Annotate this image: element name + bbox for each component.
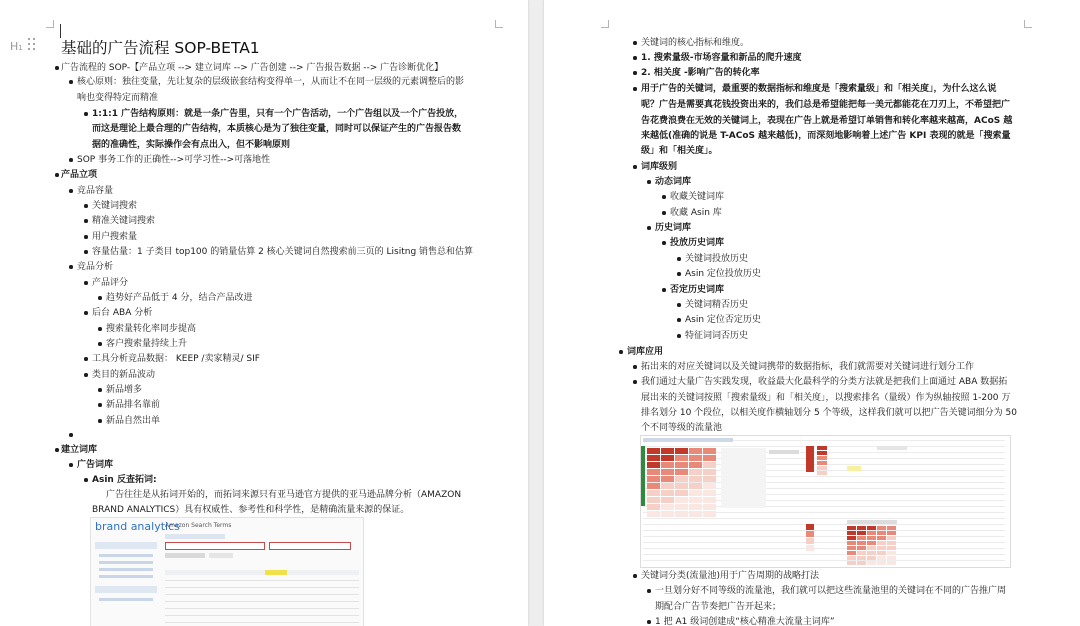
- heatmap-cell: [703, 497, 716, 503]
- heatmap-cell: [847, 551, 856, 555]
- left-text-line[interactable]: BRAND ANALYTICS）具有权威性、参考性和科学性，是精确流量来源的保证。: [92, 505, 410, 515]
- heatmap-highlight: [847, 466, 861, 471]
- heatmap-cell: [703, 469, 716, 475]
- right-text-line[interactable]: 排名划分 10 个段位，以相关度作横轴划分 5 个等级，这样我们就可以把广告关键词细分为 50: [641, 408, 1017, 418]
- heatmap-cell: [675, 483, 688, 489]
- heatmap-cell: [867, 551, 876, 555]
- heatmap-cell: [661, 504, 674, 510]
- heatmap-cell: [847, 541, 856, 545]
- amazon-search-terms-header: Amazon Search Terms: [165, 522, 232, 529]
- bullet-icon: [633, 165, 637, 169]
- heatmap-cell: [675, 462, 688, 468]
- right-text-line[interactable]: 1. 搜索量级-市场容量和新品的爬升速度: [641, 53, 802, 63]
- bullet-icon: [84, 478, 88, 482]
- right-text-line[interactable]: 期配合广告节奏把广告开起来；: [655, 602, 782, 612]
- heatmap-cell: [689, 455, 702, 461]
- heatmap-cell: [675, 448, 688, 454]
- left-text-line[interactable]: 类目的新品波动: [92, 370, 156, 380]
- right-text-line[interactable]: 收藏关键词库: [670, 192, 725, 202]
- heatmap-cell: [877, 526, 886, 530]
- right-text-line[interactable]: 级」和「相关度」。: [641, 146, 718, 156]
- heatmap-cell: [647, 497, 660, 503]
- heatmap-cell: [857, 556, 866, 560]
- heatmap-cell: [857, 531, 866, 535]
- heatmap-gridline: [643, 542, 1005, 543]
- heatmap-cell: [847, 526, 856, 530]
- heatmap-green-strip: [641, 446, 645, 506]
- right-text-line[interactable]: 一旦划分好不同等级的流量池，我们就可以把这些流量池里的关键词在不同的广告推广周: [655, 586, 1007, 596]
- left-text-line[interactable]: 精准关键词搜索: [92, 216, 156, 226]
- bullet-icon: [98, 388, 102, 392]
- heatmap-gridline: [643, 548, 1005, 549]
- heatmap-cell: [806, 538, 814, 544]
- heatmap-cell: [817, 451, 827, 455]
- left-text-line[interactable]: 用户搜索量: [92, 232, 138, 242]
- heatmap-cell: [661, 476, 674, 482]
- heatmap-cell: [847, 556, 856, 560]
- heatmap-cell: [703, 476, 716, 482]
- heatmap-cell: [647, 504, 660, 510]
- heatmap-gridline: [643, 530, 1005, 531]
- right-text-line[interactable]: 投放历史词库: [670, 238, 725, 248]
- drag-handle-icon[interactable]: [28, 38, 38, 52]
- bullet-icon: [84, 281, 88, 285]
- left-text-line[interactable]: 工具分析竞品数据： KEEP /卖家精灵/ SIF: [92, 354, 260, 364]
- heatmap-header: [643, 438, 733, 442]
- bullet-icon: [84, 219, 88, 223]
- bullet-icon: [633, 56, 637, 60]
- bullet-icon: [677, 257, 681, 261]
- bullet-icon: [647, 620, 651, 624]
- page-corner-mark: [46, 20, 54, 28]
- heatmap-cell: [647, 511, 660, 517]
- left-text-line[interactable]: 核心原则：独往变量，先让复杂的层级嵌套结构变得单一，从而让不在同一层级的元素调整后的影: [77, 77, 465, 87]
- heatmap-cell: [661, 483, 674, 489]
- right-text-line[interactable]: 特征词词否历史: [685, 331, 749, 341]
- left-text-line[interactable]: 广告往往是从拓词开始的，而拓词来源只有亚马逊官方提供的亚马逊品牌分析（AMAZON: [106, 490, 462, 500]
- bullet-icon: [69, 80, 73, 84]
- heatmap-cell: [661, 462, 674, 468]
- left-text-line[interactable]: 建立词库: [61, 445, 98, 455]
- page-corner-mark: [601, 20, 609, 28]
- left-text-line[interactable]: 1:1:1 广告结构原则：就是一条广告里，只有一个广告活动，一个广告组以及一个广告投放，: [92, 109, 464, 119]
- bullet-icon: [98, 327, 102, 331]
- right-text-line[interactable]: 来越低(准确的说是 T-ACoS 越来越低)，而深刻地影响着上述广告 KPI 表现的就是「搜索量: [641, 131, 1011, 141]
- heatmap-cell: [689, 511, 702, 517]
- heatmap-gridline: [643, 524, 1005, 525]
- heatmap-cell: [703, 448, 716, 454]
- heatmap-cell: [847, 561, 856, 565]
- heatmap-cell: [887, 561, 896, 565]
- bullet-icon: [84, 357, 88, 361]
- bullet-icon: [69, 433, 73, 437]
- heatmap-cell: [703, 483, 716, 489]
- heatmap-cell: [867, 556, 876, 560]
- bullet-icon: [98, 403, 102, 407]
- document-page-left: [0, 0, 528, 626]
- heatmap-cell: [661, 497, 674, 503]
- traffic-pool-heatmap-image: [640, 435, 1011, 568]
- heatmap-cell: [675, 490, 688, 496]
- heatmap-cell: [877, 546, 886, 550]
- heading-level-icon[interactable]: H1: [10, 40, 23, 53]
- heatmap-cell: [675, 469, 688, 475]
- right-text-line[interactable]: 关键词的核心指标和维度。: [641, 38, 750, 48]
- heatmap-gridline: [643, 518, 1005, 519]
- heatmap-cell: [887, 556, 896, 560]
- left-text-line[interactable]: 容量估量：1 子类目 top100 的销量估算 2 核心关键词自然搜索前三页的 Lisitng 销售总和估算: [92, 247, 474, 257]
- bullet-icon: [619, 350, 623, 354]
- left-text-line[interactable]: 而这是理论上最合理的广告结构，本质核心是为了独往变量，同时可以保证产生的广告报告数: [92, 124, 462, 134]
- heatmap-cell: [847, 546, 856, 550]
- heatmap-cell: [877, 531, 886, 535]
- right-text-line[interactable]: Asin 定位投放历史: [685, 269, 761, 279]
- bullet-icon: [55, 173, 59, 177]
- right-text-line[interactable]: 2. 相关度 -影响广告的转化率: [641, 68, 760, 78]
- heatmap-cell: [867, 546, 876, 550]
- heatmap-cell: [857, 546, 866, 550]
- heatmap-cell: [867, 526, 876, 530]
- heatmap-cell: [661, 511, 674, 517]
- bullet-icon: [84, 250, 88, 254]
- heatmap-cell: [689, 476, 702, 482]
- heatmap-cell: [675, 455, 688, 461]
- heatmap-gridline: [643, 560, 1005, 561]
- bullet-icon: [55, 66, 59, 70]
- heatmap-cell: [887, 536, 896, 540]
- left-text-line[interactable]: SOP 事务工作的正确性-->可学习性-->可落地性: [77, 155, 271, 165]
- heatmap-cell: [806, 446, 814, 472]
- bullet-icon: [98, 342, 102, 346]
- bullet-icon: [633, 574, 637, 578]
- bullet-icon: [69, 463, 73, 467]
- bullet-icon: [647, 226, 651, 230]
- bullet-icon: [647, 589, 651, 593]
- heatmap-cell: [661, 490, 674, 496]
- heatmap-cell: [887, 551, 896, 555]
- heatmap-cell: [647, 476, 660, 482]
- bullet-icon: [84, 311, 88, 315]
- right-text-line[interactable]: 拓出来的对应关键词以及关键词携带的数据指标，我们就需要对关键词进行划分工作: [641, 362, 975, 372]
- right-text-line[interactable]: 个不同等级的流量池: [641, 423, 723, 433]
- heatmap-gridline: [643, 554, 1005, 555]
- asin-input: [269, 542, 351, 550]
- right-text-line[interactable]: 词库应用: [627, 347, 664, 357]
- right-text-line[interactable]: 关键词精否历史: [685, 300, 749, 310]
- heatmap-cell: [877, 556, 886, 560]
- left-text-line[interactable]: 新品排名靠前: [106, 400, 161, 410]
- bullet-icon: [662, 211, 666, 215]
- left-text-line[interactable]: 后台 ABA 分析: [92, 308, 153, 318]
- heatmap-cell: [877, 561, 886, 565]
- left-text-line[interactable]: 竞品分析: [77, 262, 114, 272]
- bullet-icon: [84, 112, 88, 116]
- left-text-line[interactable]: 响也变得特定而精准: [77, 93, 159, 103]
- bullet-icon: [69, 189, 73, 193]
- page-corner-mark: [1024, 20, 1032, 28]
- heatmap-cell: [817, 446, 827, 450]
- heatmap-cell: [857, 551, 866, 555]
- bullet-icon: [98, 419, 102, 423]
- heatmap-cell: [675, 497, 688, 503]
- left-text-line[interactable]: 产品评分: [92, 278, 129, 288]
- heatmap-cell: [806, 524, 814, 530]
- bullet-icon: [84, 204, 88, 208]
- bullet-icon: [677, 334, 681, 338]
- right-text-line[interactable]: 告花费浪费在无效的关键词上，表现在广告上就是希望订单销售和转化率越来越高，ACoS 越: [641, 116, 1013, 126]
- heatmap-label-bar: [847, 520, 897, 524]
- heatmap-cell: [689, 497, 702, 503]
- heatmap-cell: [817, 466, 827, 470]
- heatmap-cell: [689, 483, 702, 489]
- heatmap-cell: [867, 536, 876, 540]
- heatmap-cell: [857, 561, 866, 565]
- right-text-line[interactable]: 用于广告的关键词，最重要的数据指标和维度是「搜索量级」和「相关度」，为什么这么说: [641, 84, 997, 94]
- right-text-line[interactable]: 否定历史词库: [670, 285, 725, 295]
- right-text-line[interactable]: 关键词投放历史: [685, 254, 749, 264]
- heatmap-cell: [703, 462, 716, 468]
- left-text-line[interactable]: 搜索量转化率同步提高: [106, 324, 197, 334]
- right-text-line[interactable]: 收藏 Asin 库: [670, 208, 722, 218]
- heatmap-cell: [887, 541, 896, 545]
- heatmap-cell: [877, 551, 886, 555]
- bullet-icon: [69, 158, 73, 162]
- heatmap-gridline: [643, 536, 1005, 537]
- heatmap-cell: [887, 531, 896, 535]
- heatmap-cell: [817, 461, 827, 465]
- heatmap-cell: [675, 504, 688, 510]
- bullet-icon: [633, 380, 637, 384]
- right-text-line[interactable]: 历史词库: [655, 223, 692, 233]
- heatmap-cell: [661, 455, 674, 461]
- bullet-icon: [633, 41, 637, 45]
- heatmap-cell: [887, 526, 896, 530]
- document-title[interactable]: 基础的广告流程 SOP-BETA1: [61, 39, 260, 57]
- heatmap-cell: [847, 531, 856, 535]
- brand-analytics-logo: brand analytics: [95, 520, 180, 533]
- left-text-line[interactable]: 客户搜索量持续上升: [106, 339, 188, 349]
- heatmap-label-bar: [769, 450, 799, 454]
- search-term-input: [165, 542, 265, 550]
- heatmap-cell: [661, 469, 674, 475]
- heatmap-cell: [647, 448, 660, 454]
- left-text-line[interactable]: 广告流程的 SOP-【产品立项 --> 建立词库 --> 广告创建 --> 广告报告数据 --> 广告诊断优化】: [61, 63, 444, 73]
- heatmap-cell: [703, 511, 716, 517]
- bullet-icon: [84, 235, 88, 239]
- heatmap-cell: [703, 490, 716, 496]
- heatmap-cell: [689, 462, 702, 468]
- heatmap-cell: [806, 531, 814, 537]
- right-text-line[interactable]: 展出来的关键词按照「搜索量级」和「相关度」，以搜索排名（量级）作为纵轴按照 1-200 万: [641, 393, 1011, 403]
- heatmap-cell: [689, 469, 702, 475]
- heatmap-cell: [847, 536, 856, 540]
- heatmap-cell: [867, 541, 876, 545]
- heatmap-cell: [703, 455, 716, 461]
- bullet-icon: [662, 288, 666, 292]
- heatmap-cell: [689, 504, 702, 510]
- heatmap-panel: [721, 448, 766, 508]
- bullet-icon: [677, 272, 681, 276]
- heatmap-cell: [675, 511, 688, 517]
- bullet-icon: [98, 296, 102, 300]
- bullet-icon: [55, 448, 59, 452]
- right-text-line[interactable]: 呢？广告是需要真花钱投资出来的，我们总是希望能把每一美元都能花在刀刃上，不希望把广: [641, 100, 1011, 110]
- heatmap-cell: [703, 504, 716, 510]
- heatmap-cell: [857, 541, 866, 545]
- left-text-line[interactable]: 关键词搜索: [92, 201, 138, 211]
- left-text-line[interactable]: 据的准确性，实际操作会有点出入，但不影响原则: [92, 140, 291, 150]
- heatmap-cell: [877, 541, 886, 545]
- bullet-icon: [633, 87, 637, 91]
- heatmap-label-bar: [877, 446, 907, 450]
- right-text-line[interactable]: 动态词库: [655, 177, 692, 187]
- heatmap-cell: [647, 483, 660, 489]
- left-text-line[interactable]: 广告词库: [77, 460, 114, 470]
- heatmap-cell: [647, 490, 660, 496]
- brand-analytics-screenshot: [90, 517, 364, 626]
- heatmap-cell: [857, 536, 866, 540]
- bullet-icon: [84, 373, 88, 377]
- heatmap-cell: [647, 455, 660, 461]
- heatmap-cell: [857, 526, 866, 530]
- left-text-line[interactable]: 新品自然出单: [106, 416, 161, 426]
- right-text-line[interactable]: 关键词分类(流量池)用于广告周期的战略打法: [641, 571, 820, 581]
- brand-analytics-sidebar: [95, 542, 157, 626]
- heatmap-cell: [647, 469, 660, 475]
- heatmap-cell: [887, 546, 896, 550]
- left-text-line[interactable]: 新品增多: [106, 385, 143, 395]
- bullet-icon: [633, 71, 637, 75]
- heatmap-cell: [647, 462, 660, 468]
- bullet-icon: [677, 318, 681, 322]
- bullet-icon: [677, 303, 681, 307]
- page-corner-mark: [495, 20, 503, 28]
- right-text-line[interactable]: Asin 定位否定历史: [685, 315, 761, 325]
- bullet-icon: [662, 241, 666, 245]
- heatmap-cell: [867, 561, 876, 565]
- heatmap-cell: [689, 490, 702, 496]
- heatmap-cell: [689, 448, 702, 454]
- left-text-line[interactable]: Asin 反查拓词:: [92, 475, 157, 485]
- heatmap-cell: [867, 531, 876, 535]
- heatmap-cell: [877, 536, 886, 540]
- bullet-icon: [633, 365, 637, 369]
- left-text-line[interactable]: 产品立项: [61, 170, 98, 180]
- heatmap-cell: [661, 448, 674, 454]
- bullet-icon: [69, 265, 73, 269]
- heatmap-cell: [806, 545, 814, 551]
- left-text-line[interactable]: 竞品容量: [77, 186, 114, 196]
- right-text-line[interactable]: 我们通过大量广告实践发现，收益最大化最科学的分类方法就是把我们上面通过 ABA 数据拓: [641, 377, 1008, 387]
- bullet-icon: [647, 180, 651, 184]
- heatmap-cell: [817, 471, 827, 475]
- left-text-line[interactable]: 趋势好产品低于 4 分，结合产品改进: [106, 293, 253, 303]
- brand-analytics-table: [165, 532, 359, 626]
- bullet-icon: [662, 195, 666, 199]
- right-text-line[interactable]: 词库级别: [641, 162, 678, 172]
- heatmap-cell: [817, 456, 827, 460]
- right-text-line[interactable]: 1 把 A1 级词创建成“核心精准大流量主词库”: [655, 617, 835, 626]
- heatmap-cell: [675, 476, 688, 482]
